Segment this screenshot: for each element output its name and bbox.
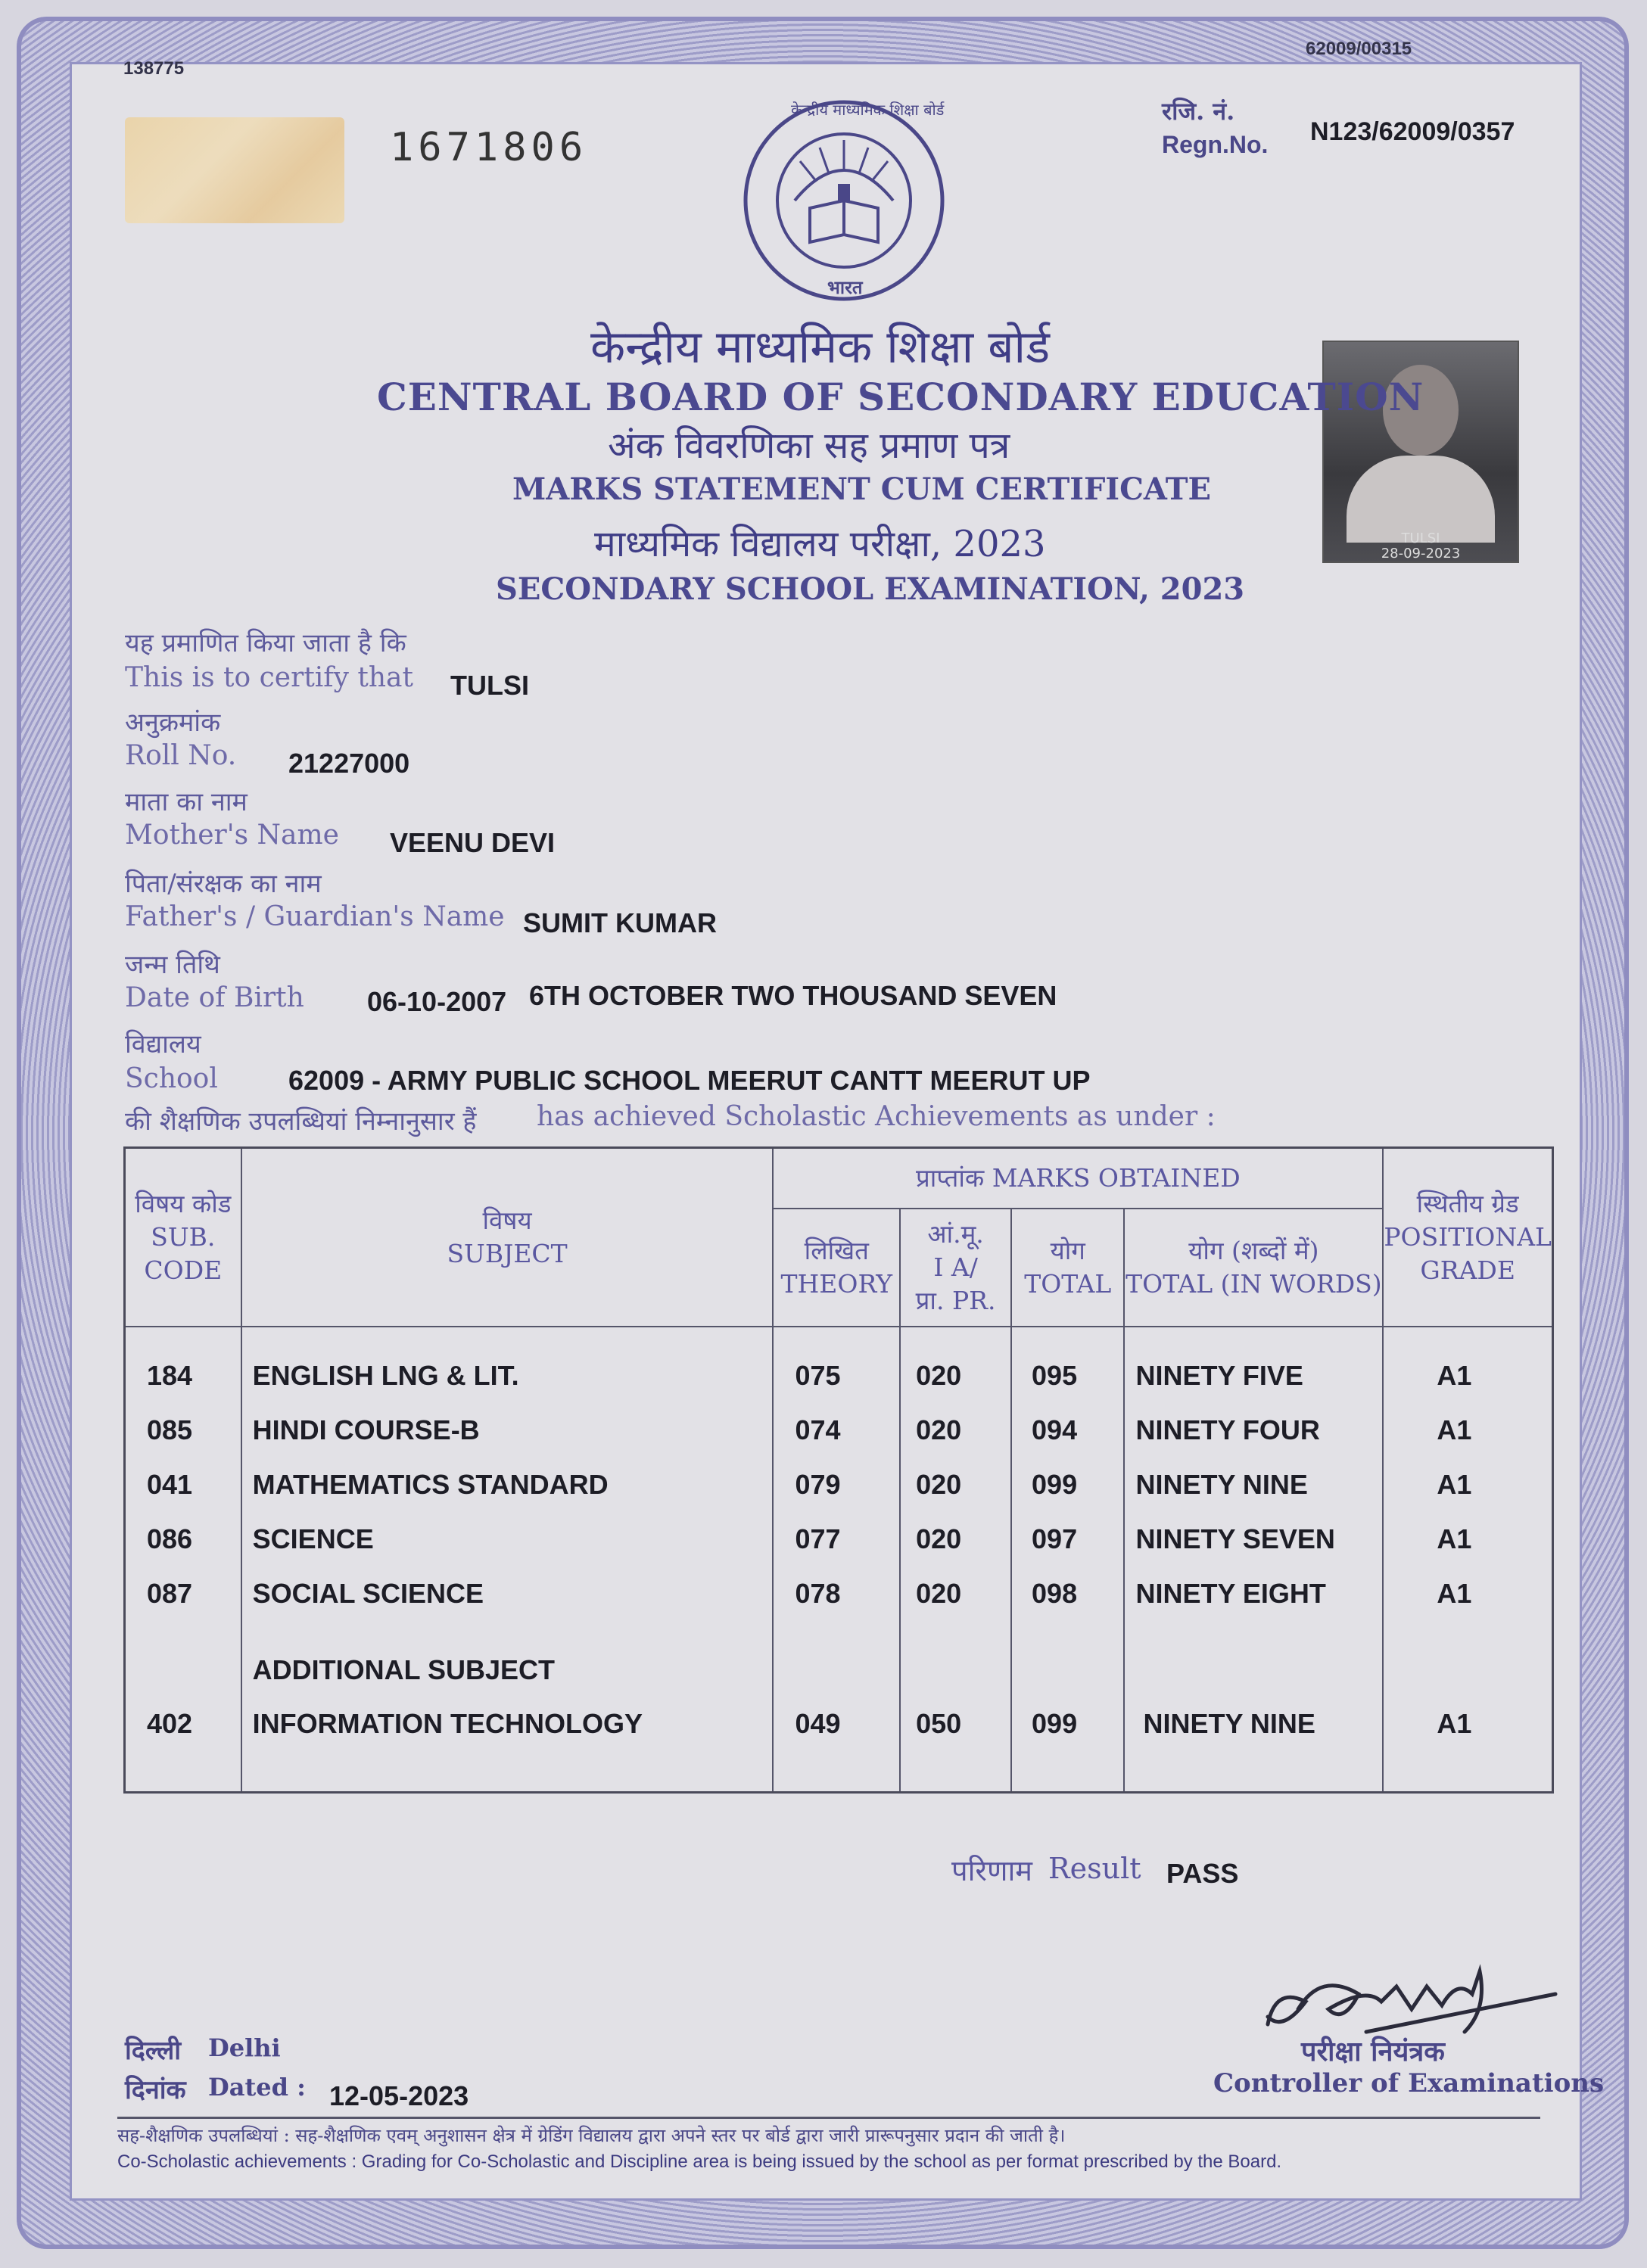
roll-number: 21227000: [288, 748, 410, 779]
table-row-ia: 020: [916, 1468, 962, 1500]
header-words-en: TOTAL (IN WORDS): [1126, 1268, 1382, 1299]
table-row-total: 097: [1032, 1523, 1078, 1554]
seal-bottom-text: भारत: [827, 276, 863, 298]
header-marks-en: MARKS OBTAINED: [992, 1162, 1241, 1193]
table-row-code: 184: [147, 1359, 193, 1391]
certificate-sheet: [70, 39, 1605, 2201]
table-row-total: 099: [1032, 1468, 1078, 1500]
table-row-grade: A1: [1437, 1577, 1472, 1609]
table-row-words: NINETY NINE: [1143, 1707, 1315, 1739]
header-total-hi: योग: [1050, 1235, 1085, 1265]
table-row-theory: 075: [795, 1359, 841, 1391]
table-row-ia: 050: [916, 1707, 962, 1739]
header-total: [1011, 1209, 1124, 1327]
photo-caption-name: TULSI: [1401, 530, 1440, 546]
code-column: [125, 1327, 241, 1793]
exam-title-en: SECONDARY SCHOOL EXAMINATION, 2023: [496, 571, 1245, 607]
cbse-seal: [738, 95, 950, 306]
table-row-total: 098: [1032, 1577, 1078, 1609]
exam-title-hi: माध्यमिक विद्यालय परीक्षा, 2023: [594, 523, 1046, 565]
table-row-ia: 020: [916, 1577, 962, 1609]
table-row-grade: A1: [1437, 1359, 1472, 1391]
table-row-code: 087: [147, 1577, 193, 1609]
words-column: [1124, 1327, 1383, 1793]
table-row-subject: HINDI COURSE-B: [252, 1414, 480, 1445]
grade-column: [1383, 1327, 1552, 1793]
regn-label-hi: रजि. नं.: [1162, 97, 1235, 126]
achievement-line-en: has achieved Scholastic Achievements as under :: [537, 1101, 1216, 1132]
footer-note-en: Co-Scholastic achievements : Grading for Co-Scholastic and Discipline area is being issued by the school as per format prescribed by the Board.: [117, 2151, 1282, 2172]
result-label-hi: परिणाम: [951, 1854, 1033, 1887]
school-label-en: School: [125, 1063, 218, 1094]
additional-subject-heading: ADDITIONAL SUBJECT: [252, 1654, 556, 1685]
mother-label-hi: माता का नाम: [125, 787, 248, 817]
board-name-en: CENTRAL BOARD OF SECONDARY EDUCATION: [377, 375, 1424, 419]
certificate-title-en: MARKS STATEMENT CUM CERTIFICATE: [512, 471, 1212, 507]
header-grade-en1: POSITIONAL: [1384, 1221, 1552, 1252]
roll-label-en: Roll No.: [125, 740, 237, 771]
header-theory-hi: लिखित: [804, 1235, 869, 1265]
header-grade-en2: GRADE: [1420, 1255, 1515, 1285]
certificate-title-hi: अंक विवरणिका सह प्रमाण पत्र: [608, 425, 1010, 467]
photo-caption-date: 28-09-2023: [1381, 546, 1461, 562]
header-marks-obtained: [773, 1148, 1383, 1209]
header-theory-en: THEORY: [780, 1268, 893, 1299]
ia-column: [900, 1327, 1011, 1793]
header-total-words: [1124, 1209, 1383, 1327]
table-row-code: 086: [147, 1523, 193, 1554]
table-row-subject: ENGLISH LNG & LIT.: [252, 1359, 519, 1391]
header-code-hi: विषय कोड: [135, 1188, 232, 1218]
mother-name: VEENU DEVI: [390, 827, 556, 858]
table-row-total: 095: [1032, 1359, 1078, 1391]
header-subject: [241, 1148, 774, 1327]
table-row-words: NINETY FIVE: [1135, 1359, 1303, 1391]
table-row-words: NINETY NINE: [1135, 1468, 1308, 1500]
table-row-grade: A1: [1437, 1523, 1472, 1554]
table-row-total: 094: [1032, 1414, 1078, 1445]
header-words-hi: योग (शब्दों में): [1188, 1235, 1319, 1265]
dob-in-words: 6TH OCTOBER TWO THOUSAND SEVEN: [529, 980, 1057, 1011]
subject-column: [241, 1327, 774, 1793]
header-sub-code: [125, 1148, 241, 1327]
table-row-grade: A1: [1437, 1707, 1472, 1739]
table-row-theory: 049: [795, 1707, 841, 1739]
table-row-theory: 079: [795, 1468, 841, 1500]
total-column: [1011, 1327, 1124, 1793]
header-ia: [900, 1209, 1011, 1327]
table-row-code: 041: [147, 1468, 193, 1500]
table-row-code: 402: [147, 1707, 193, 1739]
table-row-subject: SOCIAL SCIENCE: [252, 1577, 484, 1609]
dated-value: 12-05-2023: [329, 2080, 469, 2111]
regn-label-en: Regn.No.: [1162, 131, 1269, 158]
serial-right: 62009/00315: [1306, 39, 1412, 59]
table-row-grade: A1: [1437, 1468, 1472, 1500]
father-label-hi: पिता/संरक्षक का नाम: [125, 869, 322, 899]
certify-label-hi: यह प्रमाणित किया जाता है कि: [125, 628, 406, 658]
table-row-ia: 020: [916, 1523, 962, 1554]
table-row-subject: INFORMATION TECHNOLOGY: [252, 1707, 643, 1739]
footer-divider: [117, 2117, 1540, 2119]
regn-number: N123/62009/0357: [1310, 117, 1515, 146]
table-row-subject: MATHEMATICS STANDARD: [252, 1468, 609, 1500]
table-row-theory: 077: [795, 1523, 841, 1554]
header-code-en2: CODE: [144, 1255, 223, 1285]
header-grade-hi: स्थितीय ग्रेड: [1416, 1188, 1519, 1218]
controller-title-en: Controller of Examinations: [1213, 2068, 1605, 2098]
place-label-hi: दिल्ली: [125, 2036, 182, 2066]
header-ia-en: I A/: [933, 1252, 978, 1282]
father-label-en: Father's / Guardian's Name: [125, 901, 505, 932]
header-code-en1: SUB.: [151, 1221, 216, 1252]
controller-title-hi: परीक्षा नियंत्रक: [1301, 2036, 1445, 2067]
header-subject-hi: विषय: [482, 1205, 532, 1235]
dob-label-en: Date of Birth: [125, 982, 304, 1013]
header-ia-hi: आं.मू.: [927, 1218, 984, 1249]
table-row-theory: 078: [795, 1577, 841, 1609]
table-row-subject: SCIENCE: [252, 1523, 374, 1554]
table-row-ia: 020: [916, 1414, 962, 1445]
dated-label-hi: दिनांक: [125, 2075, 186, 2105]
dob-value: 06-10-2007: [367, 986, 507, 1017]
roll-label-hi: अनुक्रमांक: [125, 708, 221, 738]
result-label-en: Result: [1048, 1852, 1141, 1885]
footer-note-hi: सह-शैक्षणिक उपलब्धियां : सह-शैक्षणिक एवम् अनुशासन क्षेत्र में ग्रेडिंग विद्यालय द्वारा अपने स्तर पर बोर्ड द्वारा जारी प्रारूपनुसार प्रदान की जाती है।: [117, 2125, 1066, 2146]
achievement-line-hi: की शैक्षणिक उपलब्धियां निम्नानुसार हैं: [125, 1106, 477, 1137]
serial-number: 1671806: [390, 125, 588, 170]
table-row-words: NINETY EIGHT: [1135, 1577, 1326, 1609]
dob-label-hi: जन्म तिथि: [125, 950, 220, 980]
serial-left: 138775: [123, 58, 185, 79]
table-row-ia: 020: [916, 1359, 962, 1391]
table-row-total: 099: [1032, 1707, 1078, 1739]
table-row-code: 085: [147, 1414, 193, 1445]
header-subject-en: SUBJECT: [447, 1238, 568, 1268]
result-value: PASS: [1166, 1858, 1239, 1889]
header-total-en: TOTAL: [1024, 1268, 1112, 1299]
board-name-hi: केन्द्रीय माध्यमिक शिक्षा बोर्ड: [590, 321, 1051, 374]
table-row-words: NINETY SEVEN: [1135, 1523, 1335, 1554]
table-row-theory: 074: [795, 1414, 841, 1445]
student-name: TULSI: [450, 670, 529, 701]
header-ia-pr: प्रा. PR.: [915, 1285, 996, 1315]
table-row-grade: A1: [1437, 1414, 1472, 1445]
header-theory: [773, 1209, 900, 1327]
marks-table: [123, 1146, 1554, 1794]
school-label-hi: विद्यालय: [125, 1029, 201, 1059]
place-label-en: Delhi: [208, 2033, 281, 2062]
header-grade: [1383, 1148, 1552, 1327]
dated-label-en: Dated :: [208, 2073, 306, 2102]
theory-column: [773, 1327, 900, 1793]
seal-top-text: केन्द्रीय माध्यमिक शिक्षा बोर्ड: [791, 101, 945, 119]
certify-label-en: This is to certify that: [125, 662, 413, 693]
father-name: SUMIT KUMAR: [523, 907, 717, 938]
school-name: 62009 - ARMY PUBLIC SCHOOL MEERUT CANTT MEERUT UP: [288, 1065, 1091, 1096]
header-marks-hi: प्राप्तांक: [916, 1162, 985, 1193]
hologram-sticker: [125, 117, 344, 223]
mother-label-en: Mother's Name: [125, 820, 339, 851]
table-row-words: NINETY FOUR: [1135, 1414, 1320, 1445]
